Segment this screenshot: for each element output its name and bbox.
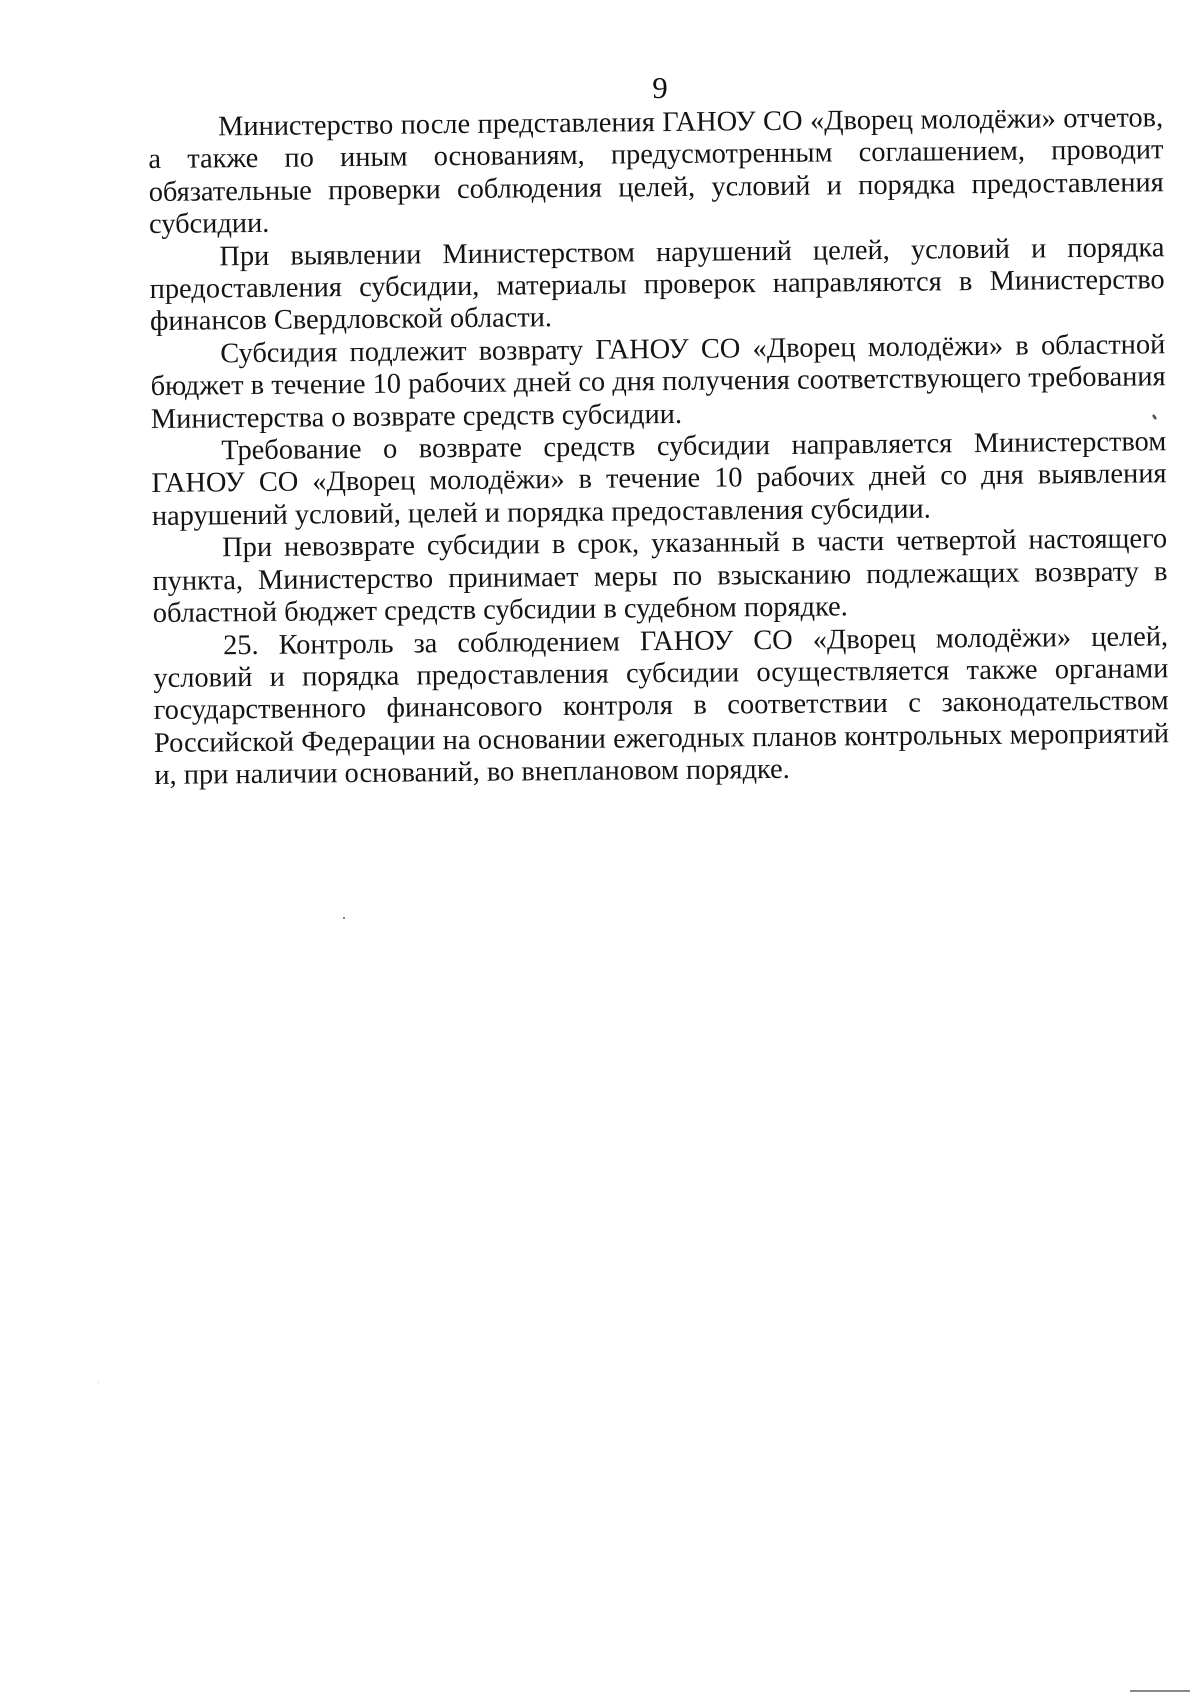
scan-speck	[98, 1382, 99, 1383]
paragraph-control-item-25: 25. Контроль за соблюдением ГАНОУ СО «Дворец молодёжи» целей, условий и порядка предоставления субсидии осуществляется также органами государственного финансового контроля в соответствии с законодательством Российской Федерации на основании ежегодных планов контрольных мероприятий и, при наличии оснований, во внеплановом порядке.	[153, 620, 1170, 792]
paragraph-return-requirement: Требование о возврате средств субсидии направляется Министерством ГАНОУ СО «Дворец молодёжи» в течение 10 рабочих дней со дня выявления нарушений условий, целей и порядка предоставления субсидии.	[151, 426, 1167, 532]
document-body	[148, 102, 1169, 792]
scan-speck	[343, 917, 345, 919]
page-number: 9	[652, 70, 668, 105]
paragraph-ministry-checks: Министерство после представления ГАНОУ СО «Дворец молодёжи» отчетов, а также по иным основаниям, предусмотренным соглашением, проводит обязательные проверки соблюдения целей, условий и порядка предоставления субсидии.	[148, 102, 1164, 241]
paragraph-violations-detected: При выявлении Министерством нарушений целей, условий и порядка предоставления субсидии, материалы проверок направляются в Министерство финансов Свердловской области.	[149, 231, 1165, 338]
paragraph-non-return-measures: При невозврате субсидии в срок, указанный в части четвертой настоящего пункта, Министерство принимает меры по взысканию подлежащих возврату в областной бюджет средств субсидии в судебном порядке.	[152, 523, 1168, 630]
scan-edge-mark	[1130, 1690, 1190, 1692]
paragraph-subsidy-return: Субсидия подлежит возврату ГАНОУ СО «Дворец молодёжи» в областной бюджет в течение 10 рабочих дней со дня получения соответствующего требования Министерства о возврате средств субсидии.	[150, 329, 1166, 435]
